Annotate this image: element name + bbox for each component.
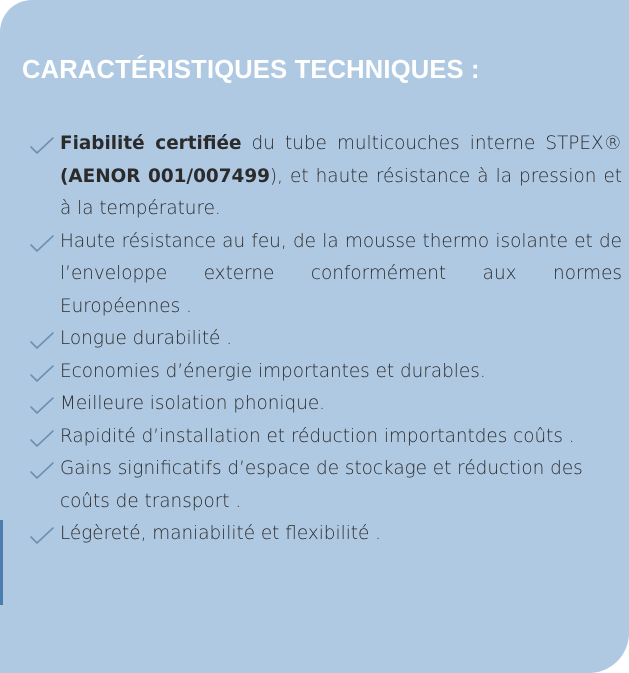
feature-list <box>30 128 622 551</box>
checkmark-icon <box>30 235 54 253</box>
left-edge-accent <box>0 520 3 605</box>
feature-item-lightness-flexibility <box>30 518 622 551</box>
checkmark-icon <box>30 462 54 480</box>
feature-item-certified-reliability <box>30 128 622 226</box>
checkmark-icon <box>30 430 54 448</box>
feature-text: Rapidité d’installation et réduction importantdes coûts . <box>60 425 575 447</box>
feature-text: du tube multicouches interne STPEX® <box>241 133 623 154</box>
feature-text: Légèreté, maniabilité et flexibilité . <box>60 523 382 544</box>
checkmark-icon <box>30 527 54 545</box>
feature-item-durability <box>30 323 622 356</box>
feature-text: ), et haute résistance à la pression et à la température. <box>60 165 622 219</box>
feature-item-storage-transport <box>30 453 622 518</box>
feature-item-acoustic-insulation <box>30 388 622 421</box>
feature-text: Haute résistance au feu, de la mousse thermo isolante et de l’enveloppe externe conformément aux normes Européennes . <box>60 230 622 317</box>
checkmark-icon <box>30 397 54 415</box>
section-title: CARACTÉRISTIQUES TECHNIQUES : <box>22 56 480 84</box>
feature-text: Longue durabilité . <box>60 328 233 349</box>
feature-text: Economies d’énergie importantes et durables. <box>60 360 486 382</box>
feature-text: Gains significatifs d’espace de stockage et réduction des coûts de transport . <box>60 458 583 512</box>
feature-item-fast-installation <box>30 421 622 454</box>
checkmark-icon <box>30 332 54 350</box>
checkmark-icon <box>30 365 54 383</box>
feature-text: Meilleure isolation phonique. <box>60 393 326 414</box>
feature-item-energy-savings <box>30 356 622 389</box>
checkmark-icon <box>30 137 54 155</box>
feature-strong-text: Fiabilité certifiée <box>60 133 242 154</box>
feature-item-fire-resistance <box>30 226 622 324</box>
feature-strong-text: (AENOR 001/007499 <box>60 165 270 187</box>
